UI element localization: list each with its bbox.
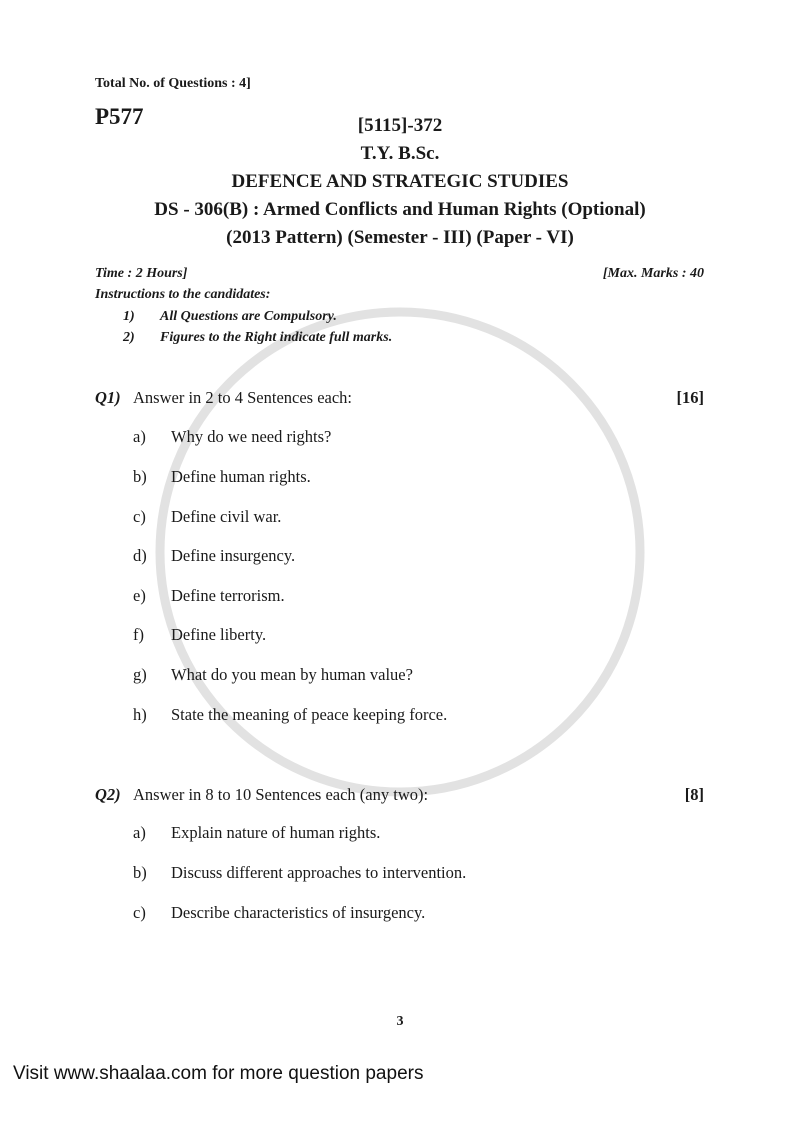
instruction-text: Figures to the Right indicate full marks. (160, 330, 393, 345)
question-prompt: Answer in 2 to 4 Sentences each: (133, 388, 353, 407)
item-label: f) (133, 625, 144, 644)
footer-link[interactable]: Visit www.shaalaa.com for more question papers (13, 1063, 424, 1084)
item-text: Explain nature of human rights. (171, 823, 381, 842)
item-text: Define insurgency. (171, 546, 296, 565)
item-text: What do you mean by human value? (171, 665, 413, 684)
item-label: a) (133, 823, 146, 842)
course: T.Y. B.Sc. (360, 143, 440, 164)
item-label: c) (133, 903, 146, 922)
question-number: Q1) (95, 388, 121, 407)
list-item (0, 823, 800, 845)
instruction-num: 2) (123, 330, 135, 345)
item-text: Define civil war. (171, 507, 282, 526)
list-item (0, 705, 800, 727)
item-label: a) (133, 427, 146, 446)
pattern: (2013 Pattern) (Semester - III) (Paper - VI) (226, 227, 574, 248)
item-text: Define human rights. (171, 467, 311, 486)
item-label: e) (133, 586, 146, 605)
item-label: c) (133, 507, 146, 526)
item-label: g) (133, 665, 147, 684)
list-item (0, 507, 800, 529)
list-item (0, 546, 800, 568)
paper-code: P577 (95, 104, 144, 129)
item-text: Why do we need rights? (171, 427, 332, 446)
time: Time : 2 Hours] (95, 266, 188, 281)
paper-title: DS - 306(B) : Armed Conflicts and Human Rights (Optional) (154, 199, 646, 220)
item-label: d) (133, 546, 147, 565)
seat-code: [5115]-372 (357, 115, 443, 136)
list-item (0, 665, 800, 687)
item-label: h) (133, 705, 147, 724)
question-header (0, 388, 800, 410)
item-text: State the meaning of peace keeping force. (171, 705, 448, 724)
question-marks: [16] (676, 388, 704, 407)
item-text: Describe characteristics of insurgency. (171, 903, 426, 922)
list-item (0, 586, 800, 608)
total-questions: Total No. of Questions : 4] (95, 76, 251, 91)
list-item (0, 863, 800, 885)
instruction-num: 1) (123, 309, 135, 324)
list-item (0, 903, 800, 925)
max-marks: [Max. Marks : 40 (602, 266, 704, 281)
list-item (0, 625, 800, 647)
instructions-heading: Instructions to the candidates: (95, 287, 271, 302)
item-label: b) (133, 467, 147, 486)
question-marks: [8] (684, 785, 704, 804)
page-number: 3 (396, 1014, 404, 1029)
item-label: b) (133, 863, 147, 882)
subject: DEFENCE AND STRATEGIC STUDIES (231, 171, 569, 192)
question-header (0, 785, 800, 807)
item-text: Discuss different approaches to intervention. (171, 863, 467, 882)
list-item (0, 427, 800, 449)
item-text: Define terrorism. (171, 586, 285, 605)
list-item (0, 467, 800, 489)
question-prompt: Answer in 8 to 10 Sentences each (any two): (133, 785, 429, 804)
question-number: Q2) (95, 785, 121, 804)
instruction-text: All Questions are Compulsory. (160, 309, 337, 324)
item-text: Define liberty. (171, 625, 267, 644)
